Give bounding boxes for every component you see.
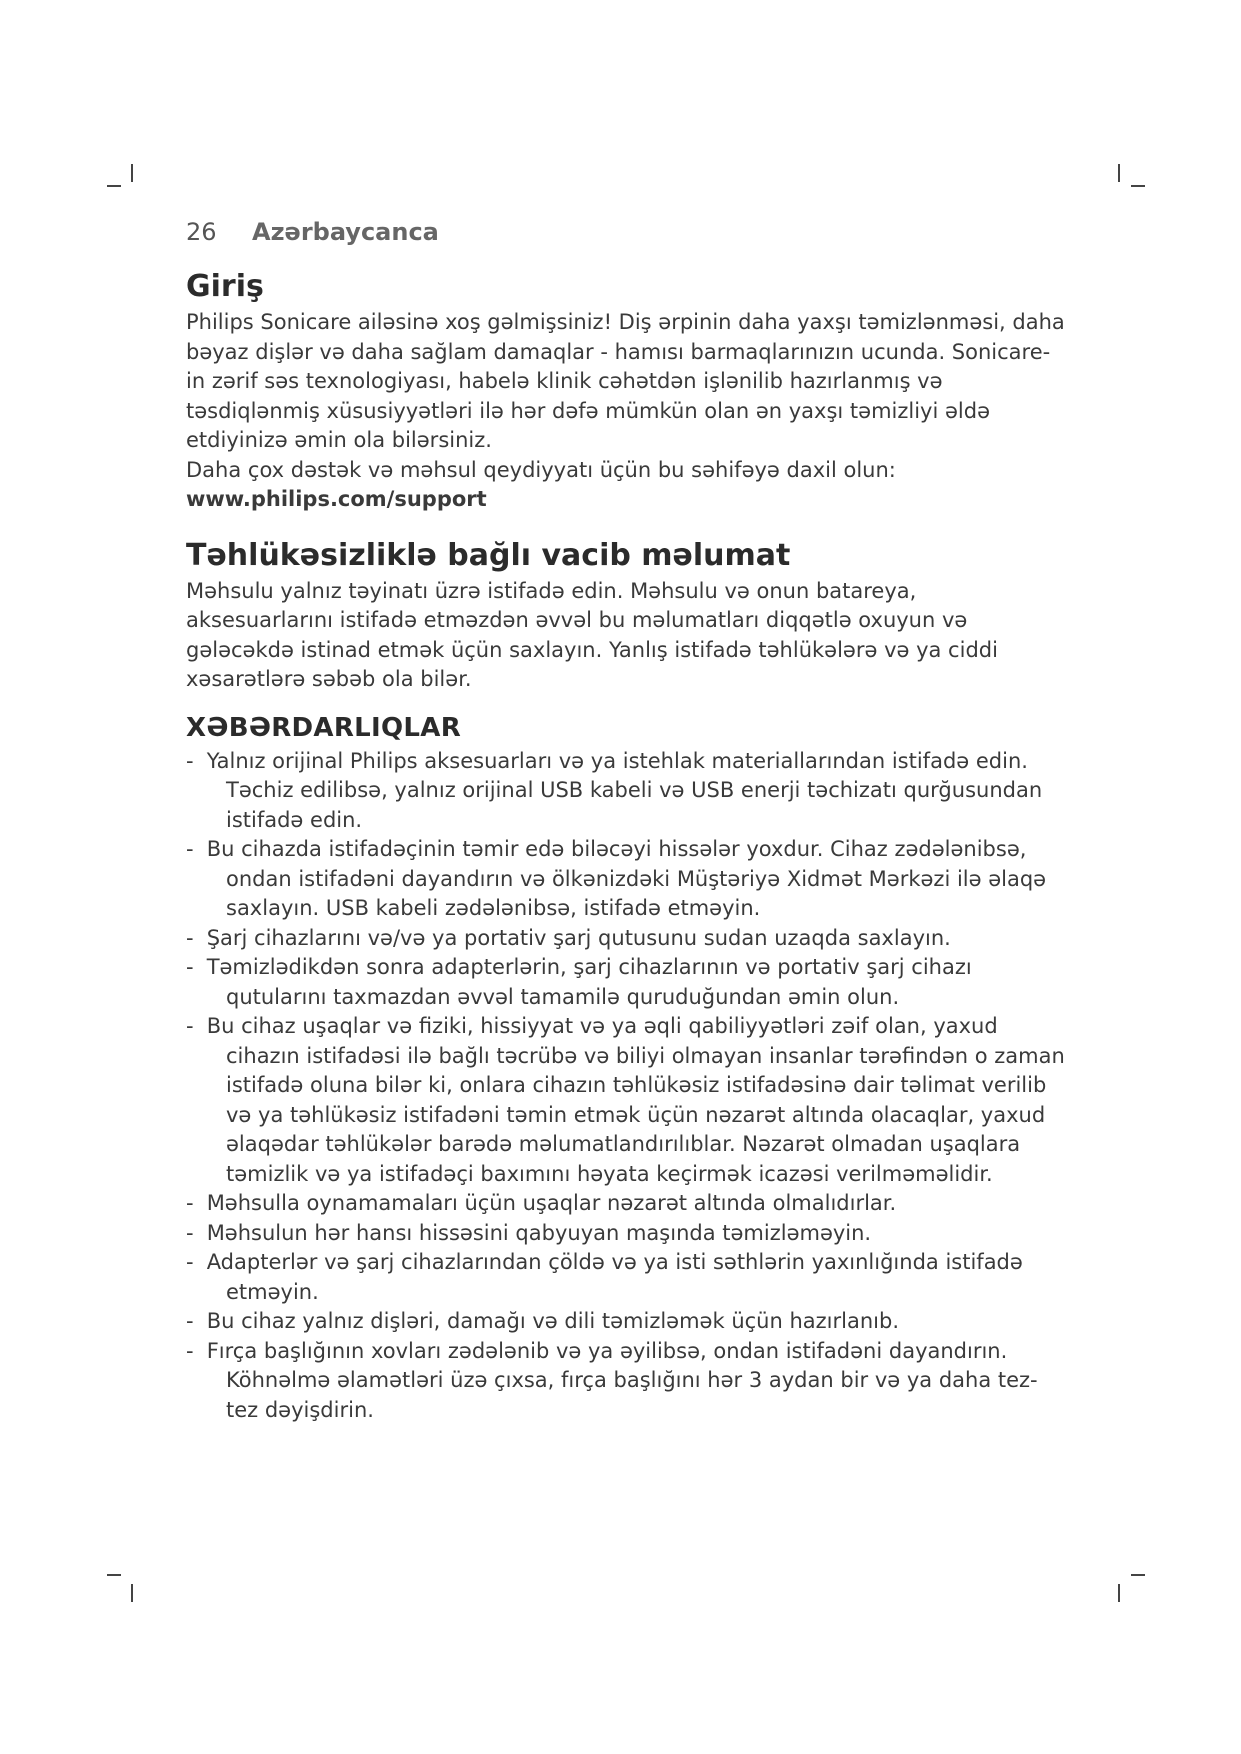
crop-mark-bottom-left-h xyxy=(107,1574,121,1576)
bullet-dash: - xyxy=(186,955,194,979)
safety-title: Təhlükəsizliklə bağlı vacib məlumat xyxy=(186,537,791,573)
warning-item: - Bu cihazda istifadəçinin təmir edə biləcəyi hissələr yoxdur. Cihaz zədələnibsə, ondan istifadəni dayandırın və ölkənizdəki Müştəriyə Xidmət Mərkəzi ilə əlaqə saxlayın. USB kabeli zədələnibsə, istifadə etməyin. xyxy=(186,837,1047,920)
warning-item: - Şarj cihazlarını və/və ya portativ şarj qutusunu sudan uzaqda saxlayın. xyxy=(186,924,1066,954)
warning-item: - Adapterlər və şarj cihazlarından çöldə və ya isti səthlərin yaxınlığında istifadə etməyin. xyxy=(186,1250,1023,1304)
intro-section xyxy=(186,268,1066,515)
support-link[interactable]: www.philips.com/support xyxy=(186,487,487,511)
bullet-dash: - xyxy=(186,837,194,861)
bullet-dash: - xyxy=(186,1220,194,1245)
bullet-dash: - xyxy=(186,925,194,950)
warning-item: - Təmizlədikdən sonra adapterlərin, şarj cihazlarının və portativ şarj cihazı qutularını taxmazdan əvvəl tamamilə quruduğundan əmin olun. xyxy=(186,955,972,1009)
warnings-list xyxy=(186,747,1066,1426)
crop-mark-bottom-right-h xyxy=(1131,1574,1145,1576)
crop-mark-bottom-right-v xyxy=(1118,1584,1120,1602)
warnings-section xyxy=(186,711,1066,1426)
bullet-dash: - xyxy=(186,1191,194,1215)
crop-mark-top-right-v xyxy=(1118,164,1120,182)
page-number: 26 xyxy=(186,218,217,246)
safety-section xyxy=(186,537,1066,695)
page-header xyxy=(186,218,1066,246)
intro-title: Giriş xyxy=(186,269,264,304)
bullet-dash: - xyxy=(186,748,194,773)
warning-item: - Bu cihaz yalnız dişləri, damağı və dili təmizləmək üçün hazırlanıb. xyxy=(186,1307,1066,1337)
crop-mark-bottom-left-v xyxy=(131,1584,133,1602)
support-text: Daha çox dəstək və məhsul qeydiyyatı üçün bu səhifəyə daxil olun: xyxy=(186,457,896,482)
bullet-dash: - xyxy=(186,1309,194,1333)
page-language: Azərbaycanca xyxy=(252,218,439,246)
warning-item: - Məhsulun hər hansı hissəsini qabyuyan maşında təmizləməyin. xyxy=(186,1219,1066,1249)
bullet-dash: - xyxy=(186,1338,194,1363)
crop-mark-top-left-v xyxy=(131,164,133,182)
page-content xyxy=(186,218,1066,1445)
safety-paragraph: Məhsulu yalnız təyinatı üzrə istifadə edin. Məhsulu və onun batareya, aksesuarlarını istifadə etməzdən əvvəl bu məlumatları diqqətlə oxuyun və gələcəkdə istinad etmək üçün saxlayın. Yanlış istifadə təhlükələrə və ya ciddi xəsarətlərə səbəb ola bilər. xyxy=(186,578,998,691)
crop-mark-top-left-h xyxy=(107,185,121,187)
warning-item: - Məhsulla oynamamaları üçün uşaqlar nəzarət altında olmalıdırlar. xyxy=(186,1189,1066,1219)
warning-item: - Yalnız orijinal Philips aksesuarları və ya istehlak materiallarından istifadə edin. Təchiz edilibsə, yalnız orijinal USB kabeli və USB enerji təchizatı qurğusundan istifadə edin. xyxy=(186,748,1043,832)
bullet-dash: - xyxy=(186,1014,194,1038)
warning-item: - Fırça başlığının xovları zədələnib və ya əyilibsə, ondan istifadəni dayandırın. Köhnəlmə əlamətləri üzə çıxsa, fırça başlığını hər 3 aydan bir və ya daha tez-tez dəyişdirin. xyxy=(186,1338,1038,1422)
crop-mark-top-right-h xyxy=(1131,185,1145,187)
warning-item: - Bu cihaz uşaqlar və fiziki, hissiyyat və ya əqli qabiliyyətləri zəif olan, yaxud cihazın istifadəsi ilə bağlı təcrübə və biliyi olmayan insanlar tərəfindən o zaman istifadə oluna bilər ki, onlara cihazın təhlükəsiz istifadəsinə dair təlimat verilib və ya təhlükəsiz istifadəni təmin etmək üçün nəzarət altında olacaqlar, yaxud əlaqədar təhlükələr barədə məlumatlandırılıblar. Nəzarət olmadan uşaqlara təmizlik və ya istifadəçi baxımını həyata keçirmək icazəsi verilməməlidir. xyxy=(186,1014,1065,1186)
warnings-title: XƏBƏRDARLIQLAR xyxy=(186,712,462,743)
intro-paragraph: Philips Sonicare ailəsinə xoş gəlmişsiniz! Diş ərpinin daha yaxşı təmizlənməsi, daha bəyaz dişlər və daha sağlam damaqlar - hamısı barmaqlarınızın ucunda. Sonicare-in zərif səs texnologiyası, habelə klinik cəhətdən işlənilib hazırlanmış və təsdiqlənmiş xüsusiyyətləri ilə hər dəfə mümkün olan ən yaxşı təmizliyi əldə etdiyinizə əmin ola bilərsiniz. xyxy=(186,310,1065,452)
bullet-dash: - xyxy=(186,1250,194,1274)
